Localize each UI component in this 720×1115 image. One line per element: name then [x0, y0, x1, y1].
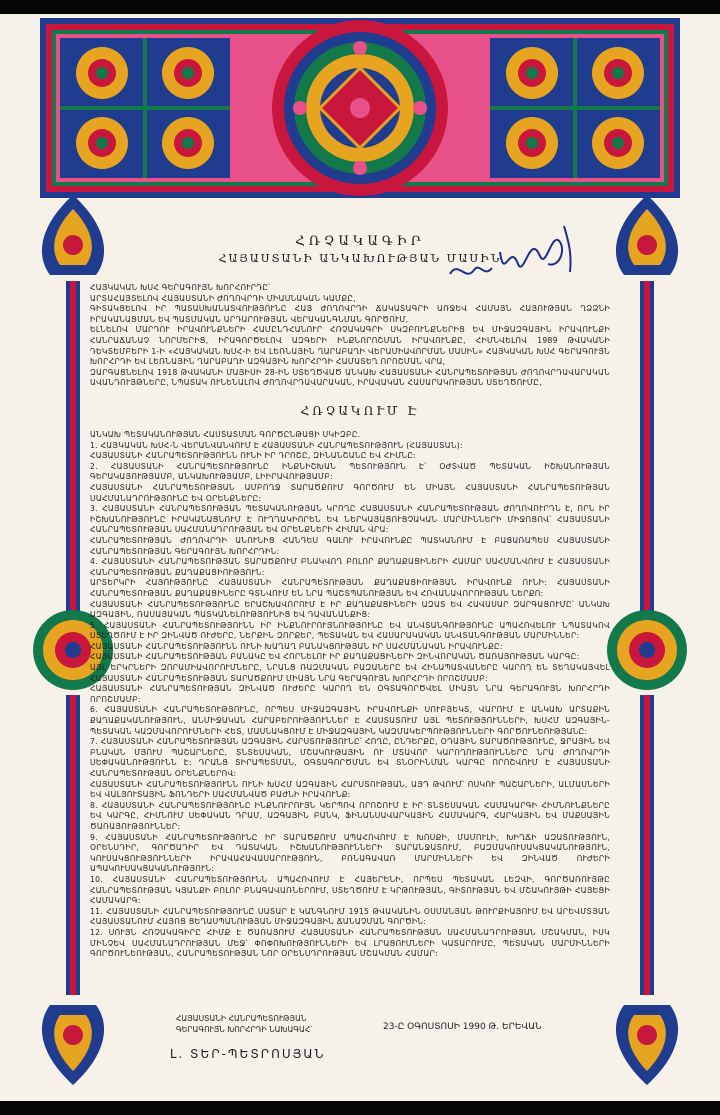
body-paragraph: ԱՐՏԵՐԿՐԻ ՀԱՅՈՒԹՅՈՒՆԸ ՀԱՅԱՍՏԱՆԻ ՀԱՆՐԱՊԵՏՈՒԹՅԱՆ ՔԱՂԱՔԱՑԻՈՒԹՅԱՆ ԻՐԱՎՈՒՆՔ ՈՒՆԻ: ՀԱՅԱՍՏԱՆԻ ՀԱՆՐԱՊԵՏՈՒԹՅԱՆ ՔԱՂԱՔԱՑԻՆԵՐԸ ԳՏՆՎՈՒՄ ԵՆ ՆՐԱ ՊԱՇՏՊԱՆՈՒԹՅԱՆ ԵՎ ՀՈՎԱՆԱՎՈՐՈՒԹՅԱՆ ՆԵՐՔՈ: [90, 578, 610, 598]
body-paragraph: 7. ՀԱՅԱՍՏԱՆԻ ՀԱՆՐԱՊԵՏՈՒԹՅԱՆ ԱԶԳԱՅԻՆ ՀԱՐՍՏՈՒԹՅՈՒՆԸ՝ ՀՈՂԸ, ԸՆԴԵՐՔԸ, ՕԴԱՅԻՆ ՏԱՐԱԾՈՒԹՅՈՒՆԸ, ՋՐԱՅԻՆ ԵՎ ԲՆԱԿԱՆ ՄՅՈՒՍ ՊԱՇԱՐՆԵՐԸ, ՏՆՏԵՍԱԿԱՆ, ՄՇԱԿՈՒԹԱՅԻՆ ՈՒ ՄՏԱՎՈՐ ԿԱՐՈՂՈՒԹՅՈՒՆՆԵՐԸ ՆՐԱ ԺՈՂՈՎՐԴԻ ՍԵՓԱԿԱՆՈՒԹՅՈՒՆՆ Է: ԴՐԱՆՑ ՏԻՐԱՊԵՏՄԱՆ, ՕԳՏԱԳՈՐԾՄԱՆ ԵՎ ՏՆՕՐԻՆՄԱՆ ԿԱՐԳԸ ՈՐՈՇՎՈՒՄ Է ՀԱՅԱՍՏԱՆԻ ՀԱՆՐԱՊԵՏՈՒԹՅԱՆ ՕՐԵՆՔՆԵՐՈՎ: [90, 737, 610, 778]
body-paragraph: ԱՆԿԱԽ ՊԵՏԱԿԱՆՈՒԹՅԱՆ ՀԱՍՏԱՏՄԱՆ ԳՈՐԾԸՆԹԱՑԻ ՍԿԻԶԲԸ. [90, 430, 361, 439]
intro-paragraph: ԵԼՆԵԼՈՎ ՄԱՐԴՈՒ ԻՐԱՎՈՒՆՔՆԵՐԻ ՀԱՄԸՆԴՀԱՆՈՒՐ ՀՌՉԱԿԱԳՐԻ ՍԿԶԲՈՒՆՔՆԵՐԻՑ ԵՎ ՄԻՋԱԶԳԱՅԻՆ ԻՐԱՎՈՒՆՔԻ ՀԱՆՐԱՃԱՆԱՉ ՆՈՐՄԵՐԻՑ, ԻՐԱԳՈՐԾԵԼՈՎ ԱԶԳԵՐԻ ԻՆՔՆՈՐՈՇՄԱՆ ԻՐԱՎՈՒՆՔԸ, ՀԻՄՆՎԵԼՈՎ 1989 ԹՎԱԿԱՆԻ ԴԵԿՏԵՄԲԵՐԻ 1-Ի «ՀԱՅԿԱԿԱՆ ԽՍՀ-Ի ԵՎ ԼԵՌՆԱՅԻՆ ՂԱՐԱԲԱՂԻ ՎԵՐԱՄԻԱՎՈՐՄԱՆ ՄԱՍԻՆ» ՀԱՅԿԱԿԱՆ ԽՍՀ ԳԵՐԱԳՈՒՅՆ ԽՈՐՀՐԴԻ ԵՎ ԼԵՌՆԱՅԻՆ ՂԱՐԱԲԱՂԻ ԱԶԳԱՅԻՆ ԽՈՐՀՐԴԻ ՀԱՄԱՏԵՂ ՈՐՈՇՄԱՆ ՎՐԱ, [90, 325, 610, 367]
body-paragraph: ՀԱՅԱՍՏԱՆԻ ՀԱՆՐԱՊԵՏՈՒԹՅՈՒՆՆ ՈՒՆԻ ԻՐ ԴՐՈՇԸ, ԶԻՆԱՆՇԱՆԸ ԵՎ ՀԻՄՆԸ: [90, 451, 417, 461]
top-black-bar [0, 0, 720, 14]
body-paragraph: ՀԱՆՐԱՊԵՏՈՒԹՅԱՆ ԺՈՂՈՎՐԴԻ ԱՆՈՒՆԻՑ ՀԱՆԴԵՍ ԳԱԼՈՒ ԻՐԱՎՈՒՆՔԸ ՊԱՏԿԱՆՈՒՄ Է ԲԱՑԱՌԱՊԵՍ ՀԱՅԱՍՏԱՆԻ ՀԱՆՐԱՊԵՏՈՒԹՅԱՆ ԳԵՐԱԳՈՒՅՆ ԽՈՐՀՐԴԻՆ: [90, 535, 610, 556]
body-paragraph: 5. ՀԱՅԱՍՏԱՆԻ ՀԱՆՐԱՊԵՏՈՒԹՅՈՒՆՆ ԻՐ ԻՆՔՆՈՒՐՈՒՅՆՈՒԹՅՈՒՆԸ ԵՎ ԱՆՎՏԱՆԳՈՒԹՅՈՒՆԸ ԱՊԱՀՈՎԵԼՈՒ ՆՊԱՏԱԿՈՎ ՍՏԵՂԾՈՒՄ Է ԻՐ ԶԻՆՎԱԾ ՈՒԺԵՐԸ, ՆԵՐՔԻՆ ԶՈՐՔԵՐ, ՊԵՏԱԿԱՆ ԵՎ ՀԱՍԱՐԱԿԱԿԱՆ ԱՆՎՏԱՆԳՈՒԹՅԱՆ ՄԱՐՄԻՆՆԵՐ: [90, 620, 610, 641]
body-paragraph: 3. ՀԱՅԱՍՏԱՆԻ ՀԱՆՐԱՊԵՏՈՒԹՅԱՆ ՊԵՏԱԿԱՆՈՒԹՅԱՆ ԿՐՈՂԸ ՀԱՅԱՍՏԱՆԻ ՀԱՆՐԱՊԵՏՈՒԹՅԱՆ ԺՈՂՈՎՈՒՐԴՆ Է, ՈՐՆ ԻՐ ԻՇԽԱՆՈՒԹՅՈՒՆԸ ԻՐԱԿԱՆԱՑՆՈՒՄ Է ՈՒՂՂԱԿԻՈՐԵՆ ԵՎ ՆԵՐԿԱՅԱՑՈՒՑՉԱԿԱՆ ՄԱՐՄԻՆՆԵՐԻ ՄԻՋՈՑՈՎ՝ ՀԱՅԱՍՏԱՆԻ ՀԱՆՐԱՊԵՏՈՒԹՅԱՆ ՍԱՀՄԱՆԱԴՐՈՒԹՅԱՆ ԵՎ ՕՐԵՆՔՆԵՐԻ ՀԻՄԱՆ ՎՐԱ: [90, 504, 610, 535]
intro-paragraph: ԳԻՏԱԿՑԵԼՈՎ ԻՐ ՊԱՏԱՍԽԱՆԱՏՎՈՒԹՅՈՒՆԸ ՀԱՅ ԺՈՂՈՎՐԴԻ ՃԱԿԱՏԱԳՐԻ ԱՌՋԵՎ ՀԱՄԱՅՆ ՀԱՅՈՒԹՅԱՆ ՂՁՁՆԻ ԻՐԱԿԱՆԱՑՄԱՆ ԵՎ ՊԱՏՄԱԿԱՆ ԱՐԴԱՐՈՒԹՅԱՆ ՎԵՐԱԿԱՆԳՆՄԱՆ ԳՈՐԾՈՒՄ, [90, 304, 610, 324]
body-paragraph: 8. ՀԱՅԱՍՏԱՆԻ ՀԱՆՐԱՊԵՏՈՒԹՅՈՒՆԸ ԻՆՔՆՈՒՐՈՒՅՆ ԿԵՐՊՈՎ ՈՐՈՇՈՒՄ Է ԻՐ ՏՆՏԵՍԱԿԱՆ ՀԱՄԱԿԱՐԳԻ ՀԻՄՆՈՒՆՔՆԵՐԸ ԵՎ ԿԱՐԳԸ, ՀԻՄՆՈՒՄ ՍԵՓԱԿԱՆ ԴՐԱՄ, ԱԶԳԱՅԻՆ ԲԱՆԿ, ՖԻՆԱՆՍԱՎԱՐԿԱՅԻՆ ՀԱՄԱԿԱՐԳ, ՀԱՐԿԱՅԻՆ ԵՎ ՄԱՔՍԱՅԻՆ ԾԱՌԱՅՈՒԹՅՈՒՆՆԵՐ: [90, 800, 610, 831]
body-paragraph: ՀԱՅԱՍՏԱՆԻ ՀԱՆՐԱՊԵՏՈՒԹՅՈՒՆԸ ԵՐԱՇԽԱՎՈՐՈՒՄ Է ԻՐ ՔԱՂԱՔԱՑԻՆԵՐԻ ԱԶԱՏ ԵՎ ՀԱՎԱՍԱՐ ԶԱՐԳԱՑՈՒՄԸ՝ ԱՆԿԱԽ ԱԶԳԱՅԻՆ, ՌԱՍԱՅԱԿԱՆ ՊԱՏԿԱՆԵԼՈՒԹՅՈՒՆԻՑ ԵՎ ԴԱՎԱՆԱՆՔԻՑ: [90, 599, 610, 620]
body-paragraph: ՀԱՅԱՍՏԱՆԻ ՀԱՆՐԱՊԵՏՈՒԹՅՈՒՆՆ ՈՒՆԻ ԽՍՀՄ ԱԶԳԱՅԻՆ ՀԱՐՍՏՈՒԹՅԱՆ, ԱՅԴ ԹՎՈՒՄ՝ ՈՍԿՈՒ ՊԱՇԱՐՆԵՐԻ, ԱԼՄԱՍՆԵՐԻ ԵՎ ՎԱԼՅՈՒՏԱՅԻՆ ՖՈՆԴԵՐԻ ՍԱՀՄԱՆՎԱԾ ԲԱԺՆԻ ԻՐԱՎՈՒՆՔ: [90, 779, 610, 800]
body-paragraph: ՀԱՅԱՍՏԱՆԻ ՀԱՆՐԱՊԵՏՈՒԹՅԱՆ ԲԱՆԱԿԸ ԵՎ ՀՈՐՆԵԼՈՒ ԻՐ ՔԱՂԱՔԱՑԻՆԵՐԻ ԶԻՆՎՈՐԱԿԱՆ ԾԱՌԱՅՈՒԹՅԱՆ ԿԱՐԳԸ: [90, 652, 580, 662]
body-paragraph: 11. ՀԱՅԱՍՏԱՆԻ ՀԱՆՐԱՊԵՏՈՒԹՅՈՒՆԸ ՍԱՏԱՐ Է ԿԱՆԳՆՈՒՄ 1915 ԹՎԱԿԱՆԻՆ ՕՍՄԱՆՅԱՆ ԹՈՒՐՔԻԱՅՈՒՄ ԵՎ ԱՐԵՎՄՏՅԱՆ ՀԱՅԱՍՏԱՆՈՒՄ ՀԱՅՈՑ ՑԵՂԱՍՊԱՆՈՒԹՅԱՆ ՄԻՋԱԶԳԱՅԻՆ ՃԱՆԱՉՄԱՆ ԳՈՐԾԻՆ: [90, 906, 610, 927]
body-paragraph: 12. ՍՈՒՅՆ ՀՌՉԱԿԱԳԻՐԸ ՀԻՄՔ Է ԾԱՌԱՅՈՒՄ ՀԱՅԱՍՏԱՆԻ ՀԱՆՐԱՊԵՏՈՒԹՅԱՆ ՍԱՀՄԱՆԱԴՐՈՒԹՅԱՆ ՄՇԱԿՄԱՆ, ԻՍԿ ՄԻՆՉԵՎ ՍԱՀՄԱՆԱԴՐՈՒԹՅԱՆ ՄԵՋ՝ ՓՈՓՈԽՈՒԹՅՈՒՆՆԵՐԻ ԵՎ ԼՐԱՑՈՒՄՆԵՐԻ ԿԱՏԱՐՈՒՄԸ, ՊԵՏԱԿԱՆ ՄԱՐՄԻՆՆԵՐԻ ԳՈՐԾՈՒՆԵՈՒԹՅԱՆ, ՀԱՆՐԱՊԵՏՈՒԹՅԱՆ ՆՈՐ ՕՐԵՆՍԴՐՈՒԹՅԱՆ ՄՇԱԿՄԱՆ ՀԱՄԱՐ: [90, 927, 610, 959]
declares-heading: ՀՌՉԱԿՈՒՄ Է [300, 404, 420, 418]
footer-left-line1: ՀԱՅԱՍՏԱՆԻ ՀԱՆՐԱՊԵՏՈՒԹՅԱՆ [176, 1014, 307, 1023]
body-paragraph: 4. ՀԱՅԱՍՏԱՆԻ ՀԱՆՐԱՊԵՏՈՒԹՅԱՆ ՏԱՐԱԾՔՈՒՄ ԲՆԱԿՎՈՂ ԲՈԼՈՐ ՔԱՂԱՔԱՑԻՆԵՐԻ ՀԱՄԱՐ ՍԱՀՄԱՆՎՈՒՄ Է ՀԱՅԱՍՏԱՆԻ ՀԱՆՐԱՊԵՏՈՒԹՅԱՆ ՔԱՂԱՔԱՑԻՈՒԹՅՈՒՆ: [90, 557, 610, 577]
body-text [90, 430, 610, 960]
bottom-black-bar [0, 1101, 720, 1115]
body-paragraph: ՀԱՅԱՍՏԱՆԻ ՀԱՆՐԱՊԵՏՈՒԹՅԱՆ ԶԻՆՎԱԾ ՈՒԺԵՐԸ ԿԱՐՈՂ ԵՆ ՕԳՏԱԳՈՐԾՎԵԼ ՄԻԱՅՆ ՆՐԱ ԳԵՐԱԳՈՒՅՆ ԽՈՐՀՐԴԻ ՈՐՈՇՄԱՄԲ: [90, 684, 610, 704]
body-paragraph: ՀԱՅԱՍՏԱՆԻ ՀԱՆՐԱՊԵՏՈՒԹՅԱՆ ԱՄԲՈՂՋ ՏԱՐԱԾՔՈՒՄ ԳՈՐԾՈՒՄ ԵՆ ՄԻԱՅՆ ՀԱՅԱՍՏԱՆԻ ՀԱՆՐԱՊԵՏՈՒԹՅԱՆ ՍԱՀՄԱՆԱԴՐՈՒԹՅՈՒՆԸ ԵՎ ՕՐԵՆՔՆԵՐԸ: [90, 482, 610, 503]
intro-paragraph: ՀԱՅԿԱԿԱՆ ԽՍՀ ԳԵՐԱԳՈՒՅՆ ԽՈՐՀՈՒՐԴԸ՝ [90, 283, 271, 292]
footer-left-line2: ԳԵՐԱԳՈՒՅՆ ԽՈՐՀՐԴԻ ՆԱԽԱԳԱՀ՝ [176, 1025, 313, 1034]
document-title: ՀՌՉԱԿԱԳԻՐ [295, 234, 425, 249]
body-paragraph: ՀԱՅԱՍՏԱՆԻ ՀԱՆՐԱՊԵՏՈՒԹՅՈՒՆՆ ՈՒՆԻ ԽԱՂԱՂ ԲԱՆԱԿՑՈՒԹՅԱՆ ԻՐ ՍԱՀՄԱՆԱԿԱՆ ԻՐԱՎՈՒՆՔԸ: [90, 641, 503, 651]
intro-text [90, 283, 610, 389]
right-border-ornament [604, 195, 690, 1085]
document-subtitle: ՀԱՅԱՍՏԱՆԻ ԱՆԿԱԽՈՒԹՅԱՆ ՄԱՍԻՆ [218, 252, 502, 265]
header-ornament-band [40, 18, 680, 198]
body-paragraph: 2. ՀԱՅԱՍՏԱՆԻ ՀԱՆՐԱՊԵՏՈՒԹՅՈՒՆԸ ԻՆՔՆԻՇԽԱՆ ՊԵՏՈՒԹՅՈՒՆ Է՝ ՕԺՏՎԱԾ ՊԵՏԱԿԱՆ ԻՇԽԱՆՈՒԹՅԱՆ ԳԵՐԱԿԱՅՈՒԹՅԱՄԲ, ԱՆԿԱԽՈՒԹՅԱՄԲ, ԼԻԻՐԱՎՈՒԹՅԱՄԲ: [90, 461, 610, 482]
body-paragraph: 10. ՀԱՅԱՍՏԱՆԻ ՀԱՆՐԱՊԵՏՈՒԹՅՈՒՆՆ ԱՊԱՀՈՎՈՒՄ Է ՀԱՅԵՐԵՆԻ, ՈՐՊԵՍ ՊԵՏԱԿԱՆ ԼԵԶՎԻ, ԳՈՐԾԱՌՈՒՅԹԸ ՀԱՆՐԱՊԵՏՈՒԹՅԱՆ ԿՅԱՆՔԻ ԲՈԼՈՐ ԲՆԱԳԱՎԱՌՆԵՐՈՒՄ, ՍՏԵՂԾՈՒՄ Է ԿՐԹՈՒԹՅԱՆ, ԳԻՏՈՒԹՅԱՆ ԵՎ ՄՇԱԿՈՒՅԹԻ ՀԱՅԵՑԻ ՀԱՄԱԿԱՐԳ: [90, 874, 610, 906]
handwritten-signature [440, 212, 590, 292]
body-paragraph: ԱՅԼ ԵՐԿՐՆԵՐԻ ԶՈՐԱՄԻԱՎՈՐՈՒՄՆԵՐԸ, ՆՐԱՆՑ ՌԱԶՄԱԿԱՆ ԲԱԶԱՆԵՐԸ ԵՎ ՀԻՆԱՊԱՏՎԱՆԵՐԸ ԿԱՐՈՂ ԵՆ ՏԵՂԱԿԱՅՎԵԼ ՀԱՅԱՍՏԱՆԻ ՀԱՆՐԱՊԵՏՈՒԹՅԱՆ ՏԱՐԱԾՔՈՒՄ ՄԻԱՅՆ ՆՐԱ ԳԵՐԱԳՈՒՅՆ ԽՈՐՀՐԴԻ ՈՐՈՇՄԱՄԲ: [90, 663, 610, 683]
body-paragraph: 9. ՀԱՅԱՍՏԱՆԻ ՀԱՆՐԱՊԵՏՈՒԹՅՈՒՆԸ ԻՐ ՏԱՐԱԾՔՈՒՄ ԱՊԱՀՈՎՈՒՄ Է ԽՈՍՔԻ, ՄԱՄՈՒԼԻ, ԽԻՂՃԻ ԱԶԱՏՈՒԹՅՈՒՆ, ՕՐԵՆՍԴԻՐ, ԳՈՐԾԱԴԻՐ ԵՎ ԴԱՏԱԿԱՆ ԻՇԽԱՆՈՒԹՅՈՒՆՆԵՐԻ ՏԱՐԱՆՋԱՏՈՒՄ, ԲԱԶՄԱԿՈՒՍԱԿՑԱԿԱՆՈՒԹՅՈՒՆ, ԿՈՒՍԱԿՑՈՒԹՅՈՒՆՆԵՐԻ ԻՐԱՎԱՀԱՎԱՍԱՐՈՒԹՅՈՒՆ, ԲՌՆԱԳԱՎԱՌ ՄԱՐՄԻՆՆԵՐԻ ԵՎ ԶԻՆՎԱԾ ՈՒԺԵՐԻ ԱՊԱԿՈՒՍԱԿՑԱԿԱՆՈՒԹՅՈՒՆ: [90, 832, 610, 874]
body-paragraph: 1. ՀԱՅԿԱԿԱՆ ԽՍՀ-Ն ՎԵՐԱՆՎԱՆՎՈՒՄ Է ՀԱՅԱՍՏԱՆԻ ՀԱՆՐԱՊԵՏՈՒԹՅՈՒՆ (ՀԱՅԱՍՏԱՆ): [90, 440, 463, 450]
footer-date: 23-Ը ՕԳՈՍՏՈՍԻ 1990 Թ. ԵՐԵՎԱՆ [383, 1022, 542, 1032]
intro-paragraph: ԶԱՐԳԱՑՆԵԼՈՎ 1918 ԹՎԱԿԱՆԻ ՄԱՅԻՍԻ 28-ԻՆ ՍՏԵՂԾՎԱԾ ԱՆԿԱԽ ՀԱՅԱՍՏԱՆԻ ՀԱՆՐԱՊԵՏՈՒԹՅԱՆ ԺՈՂՈՎՐԴԱՎԱՐԱԿԱՆ ԱՎԱՆԴՈՒՅԹՆԵՐԸ, ՆՊԱՏԱԿ ՈՒՆԵՆԱԼՈՎ ԺՈՂՈՎՐԴԱՎԱՐԱԿԱՆ, ԻՐԱՎԱԿԱՆ ՀԱՍԱՐԱԿՈՒԹՅԱՆ ՍՏԵՂԾՈՒՄԸ, [90, 367, 610, 388]
intro-paragraph: ԱՐՏԱՀԱՅՏԵԼՈՎ ՀԱՅԱՍՏԱՆԻ ԺՈՂՈՎՐԴԻ ՄԻԱՍՆԱԿԱՆ ԿԱՄՔԸ, [90, 293, 356, 303]
body-paragraph: 6. ՀԱՅԱՍՏԱՆԻ ՀԱՆՐԱՊԵՏՈՒԹՅՈՒՆԸ, ՈՐՊԵՍ ՄԻՋԱԶԳԱՅԻՆ ԻՐԱՎՈՒՆՔԻ ՍՈՒԲՅԵԿՏ, ՎԱՐՈՒՄ Է ԱՆԿԱԽ ԱՐՏԱՔԻՆ ՔԱՂԱՔԱԿԱՆՈՒԹՅՈՒՆ, ԱՆՄԻՋԱԿԱՆ ՀԱՐԱԲԵՐՈՒԹՅՈՒՆՆԵՐ Է ՀԱՍՏԱՏՈՒՄ ԱՅԼ ՊԵՏՈՒԹՅՈՒՆՆԵՐԻ, ԽՍՀՄ ԱԶԳԱՅԻՆ-ՊԵՏԱԿԱՆ ԿԱԶՄԱՎՈՐՈՒՄՆԵՐԻ ՀԵՏ, ՄԱՍՆԱԿՑՈՒՄ Է ՄԻՋԱԶԳԱՅԻՆ ԿԱԶՄԱԿԵՐՊՈՒԹՅՈՒՆՆԵՐԻ ԳՈՐԾՈՒՆԵՈՒԹՅԱՆԸ: [90, 705, 610, 736]
signatory-name: Լ. ՏԵՐ-ՊԵՏՐՈՍՅԱՆ [170, 1047, 326, 1061]
